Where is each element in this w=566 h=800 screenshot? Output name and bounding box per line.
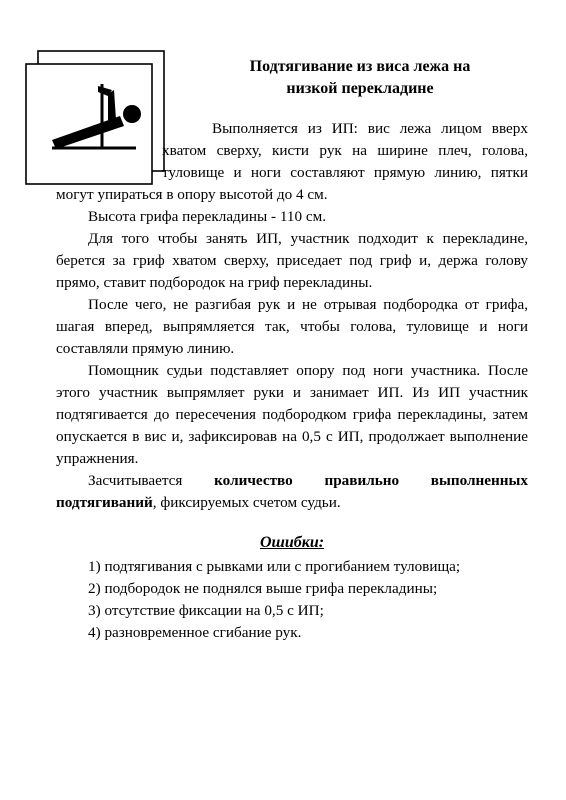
paragraph-4: После чего, не разгибая рук и не отрывая подбородка от грифа, шагая вперед, выпрямляется так, чтобы голова, туловище и ноги составляли прямую линию. (56, 296, 528, 357)
counted-suffix: , фиксируемых счетом судьи. (152, 494, 341, 511)
paragraph-5: Помощник судьи подставляет опору под ноги участника. После этого участник выпрямляет руки и занимает ИП. Из ИП участник подтягивается до пересечения подбородком грифа перекладины, затем опускается в вис и, зафиксировав на 0,5 с ИП, продолжает выполнение упражнения. (56, 362, 528, 467)
errors-heading (56, 532, 528, 554)
error-item-3: 3) отсутствие фиксации на 0,5 с ИП; (88, 602, 324, 619)
error-item-4: 4) разновременное сгибание рук. (88, 624, 302, 641)
title-line-1: Подтягивание из виса лежа на (249, 58, 471, 75)
title-line-2: низкой перекладине (286, 80, 434, 97)
icon-spacer (56, 118, 162, 184)
counted-prefix: Засчитывается (88, 472, 215, 489)
document-body (56, 118, 528, 514)
document-title (190, 56, 530, 100)
paragraph-counted (56, 470, 528, 514)
errors-list (88, 556, 528, 644)
paragraph-1: Выполняется из ИП: вис лежа лицом вверх хватом сверху, кисти рук на ширине плеч, голова, туловище и ноги составляют прямую линию, пятки могут упираться в опору высотой до 4 см. (56, 120, 528, 203)
error-item-2: 2) подбородок не поднялся выше грифа перекладины; (88, 580, 438, 597)
errors-heading-text: Ошибки: (259, 534, 325, 551)
counted-bold: количество правильно выполненных подтягиваний (56, 472, 528, 511)
paragraph-3: Для того чтобы занять ИП, участник подходит к перекладине, берется за гриф хватом сверху, приседает под гриф и, держа голову прямо, ставит подбородок на гриф перекладины. (56, 230, 528, 291)
error-item-1: 1) подтягивания с рывками или с прогибанием туловища; (88, 558, 461, 575)
paragraph-2: Высота грифа перекладины - 110 см. (88, 208, 327, 225)
